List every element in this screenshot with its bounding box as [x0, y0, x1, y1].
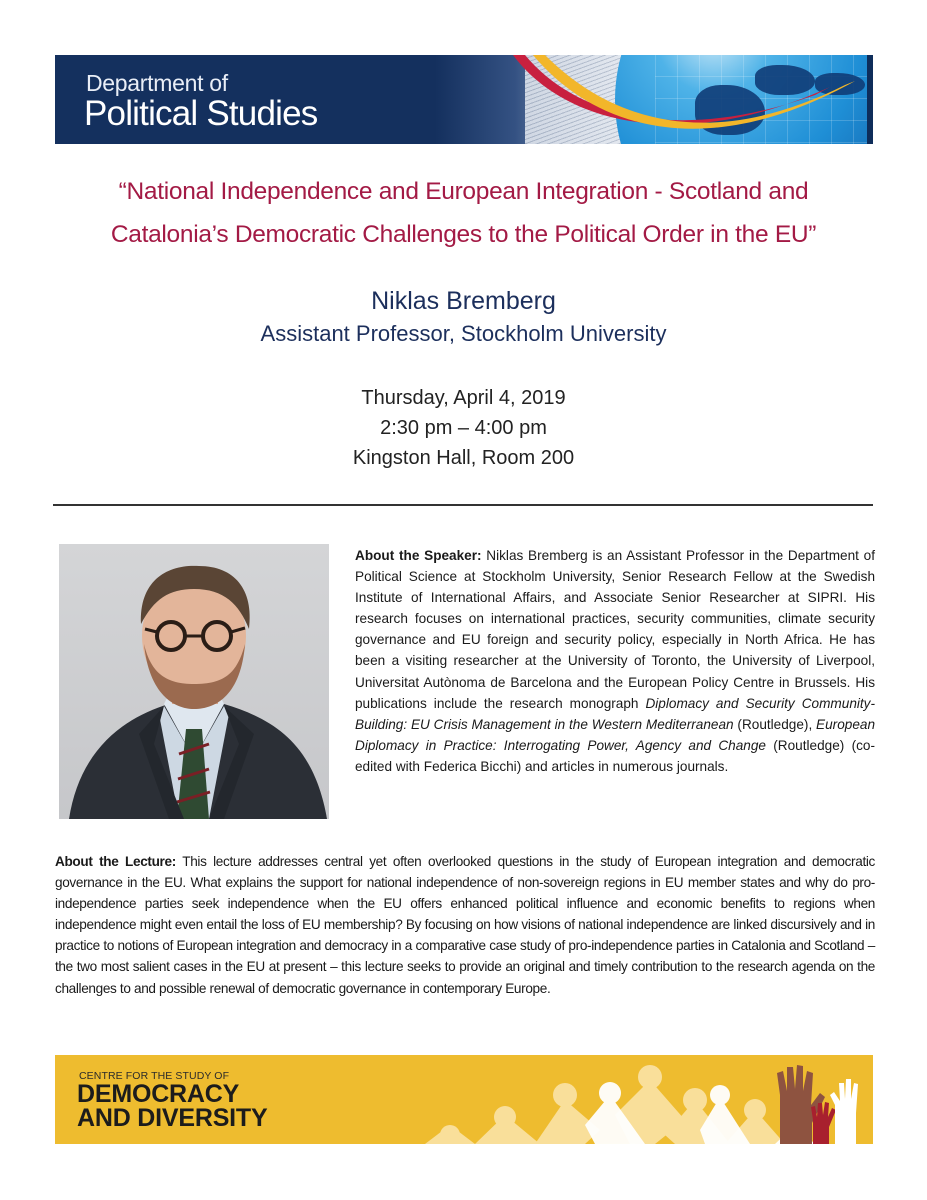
about-lecture-paragraph	[55, 851, 875, 999]
banner-edge	[867, 55, 873, 144]
speaker-photo	[59, 544, 329, 819]
about-speaker-label: About the Speaker:	[355, 548, 482, 563]
centre-name-line2: AND DIVERSITY	[77, 1104, 268, 1132]
book-title-1: Diplomacy and Security Community-Building: EU Crisis Management in the Western Mediterranean	[355, 695, 875, 732]
section-divider	[53, 504, 873, 506]
lecture-title-line1: “National Independence and European Integration - Scotland and	[118, 178, 809, 205]
event-date: Thursday, April 4, 2019	[361, 387, 566, 409]
centre-banner	[55, 1055, 873, 1144]
centre-label: CENTRE FOR THE STUDY OF	[79, 1070, 230, 1082]
department-name: Political Studies	[84, 94, 318, 133]
speaker-role: Assistant Professor, Stockholm University	[260, 321, 667, 346]
about-speaker-paragraph	[355, 545, 875, 777]
about-speaker-text: (Routledge),	[733, 716, 817, 732]
event-time: 2:30 pm – 4:00 pm	[380, 417, 547, 439]
department-banner	[55, 55, 873, 144]
lecture-title-line2: Catalonia’s Democratic Challenges to the Political Order in the EU”	[110, 221, 817, 248]
book-title-2: European Diplomacy in Practice: Interrogating Power, Agency and Change	[355, 716, 876, 753]
hand-red-icon	[811, 1102, 836, 1144]
speaker-name: Niklas Bremberg	[371, 287, 556, 315]
about-speaker-text: Niklas Bremberg is an Assistant Professor in the Department of Political Science at Stockholm University, Senior Research Fellow at the Swedish Institute of International Affairs, and Associate Senior Researcher at SIPRI. His research focuses on international practices, security communities, climate security governance and EU foreign and security policy, especially in North Africa. He has been a visiting researcher at the University of Toronto, the University of Liverpool, Universitat Autònoma de Barcelona and the European Policy Centre in Brussels. His publications include the research monograph	[355, 548, 875, 711]
portrait-illustration	[59, 544, 329, 819]
centre-name-line1: DEMOCRACY	[77, 1080, 240, 1108]
department-label: Department of	[86, 70, 228, 96]
lecture-title	[40, 170, 887, 256]
about-speaker-text: (Routledge) (co-edited with Federica Bicchi) and articles in numerous journals.	[355, 737, 876, 774]
event-location: Kingston Hall, Room 200	[352, 447, 575, 469]
about-lecture-label: About the Lecture:	[55, 854, 176, 869]
event-details	[0, 383, 927, 473]
about-lecture-text: This lecture addresses central yet often overlooked questions in the study of European integration and democratic governance in the EU. What explains the support for national independence of non-sovereign regions in EU member states and why do pro-independence parties seek independence when the EU offers enhanced political influence and economic benefits to regions when independence might even entail the loss of EU membership? By focusing on how visions of national independence are linked discursively and in practice to notions of European integration and democracy in a comparative case study of pro-independence parties in Catalonia and Scotland – the two most salient cases in the EU at present – this lecture seeks to provide an original and timely contribution to the research agenda on the challenges to and possible renewal of democratic governance in contemporary Europe.	[55, 854, 875, 996]
centre-name	[77, 1082, 267, 1130]
